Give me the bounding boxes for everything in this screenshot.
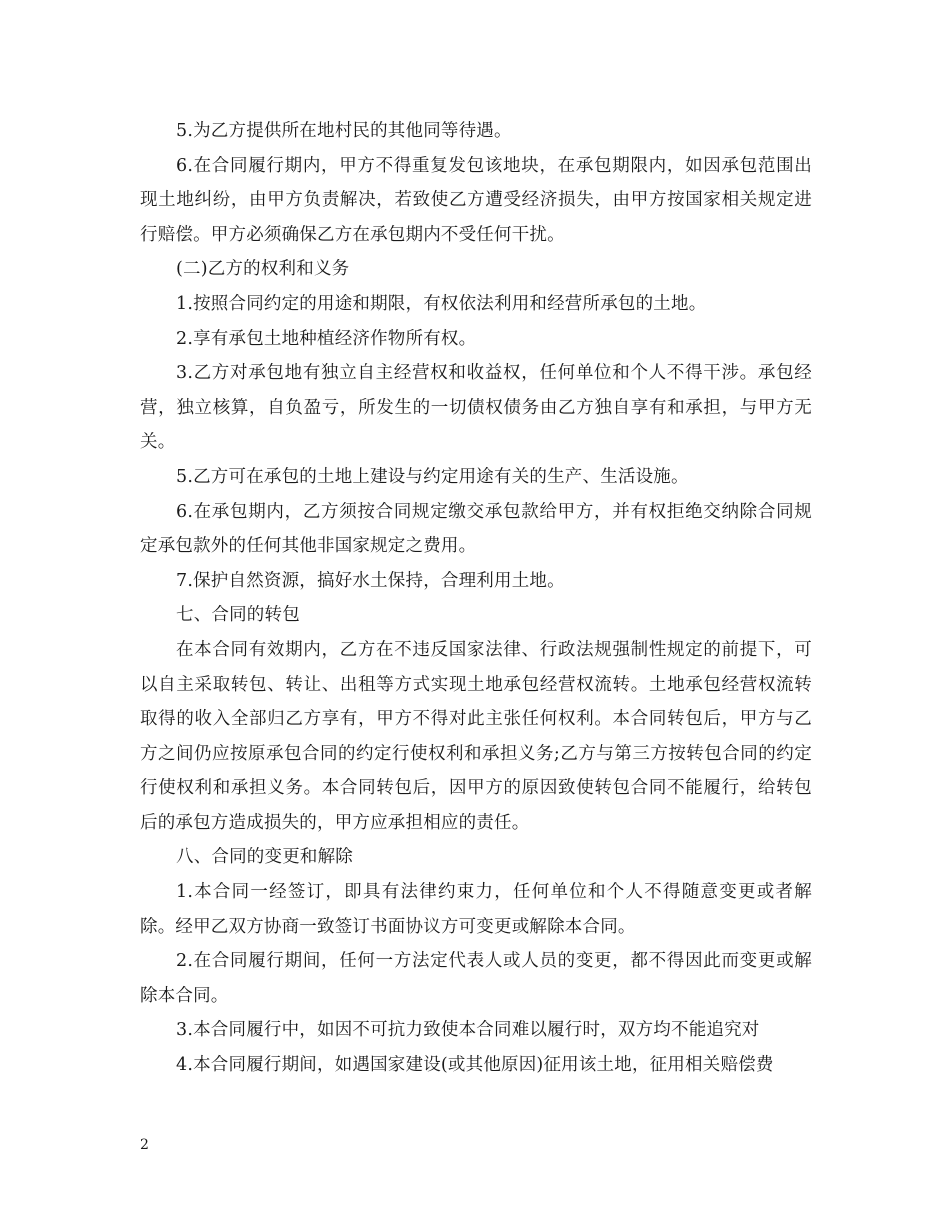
paragraph-b1-use-rights: 1.按照合同约定的用途和期限，有权依法利用和经营所承包的土地。	[176, 293, 707, 314]
paragraph-b5-facilities: 5.乙方可在承包的土地上建设与约定用途有关的生产、生活设施。	[176, 466, 689, 487]
paragraph-c3-force-majeure: 3.本合同履行中，如因不可抗力致使本合同难以履行时，双方均不能追究对	[176, 1020, 760, 1041]
page-number: 2	[140, 1137, 149, 1153]
section-heading-party-b-rights: (二)乙方的权利和义务	[176, 259, 350, 280]
paragraph-5-equal-treatment: 5.为乙方提供所在地村民的其他同等待遇。	[176, 121, 512, 141]
section-heading-change-termination: 八、合同的变更和解除	[176, 847, 353, 868]
paragraph-b3-independent-operation: 3.乙方对承包地有独立自主经营权和收益权，任何单位和个人不得干涉。承包经营，独立核算，自负盈亏，所发生的一切债权债务由乙方独自享有和承担，与甲方无关。	[140, 363, 812, 453]
paragraph-b2-crop-ownership: 2.享有承包土地种植经济作物所有权。	[176, 328, 477, 349]
paragraph-c2-personnel-change: 2.在合同履行期间，任何一方法定代表人或人员的变更，都不得因此而变更或解除本合同。	[140, 951, 812, 1006]
section-heading-subcontracting: 七、合同的转包	[176, 605, 300, 626]
paragraph-b6-payment: 6.在承包期内，乙方须按合同规定缴交承包款给甲方，并有权拒绝交纳除合同规定承包款外的任何其他非国家规定之费用。	[140, 501, 812, 557]
document-body	[140, 114, 812, 1083]
paragraph-b7-resources: 7.保护自然资源，搞好水土保持，合理利用土地。	[176, 570, 565, 591]
paragraph-subcontracting: 在本合同有效期内，乙方在不违反国家法律、行政法规强制性规定的前提下，可以自主采取转包、转让、出租等方式实现土地承包经营权流转。土地承包经营权流转取得的收入全部归乙方享有，甲方不得对此主张任何权利。本合同转包后，甲方与乙方之间仍应按原承包合同的约定行使权利和承担义务;乙方与第三方按转包合同的约定行使权利和承担义务。本合同转包后，因甲方的原因致使转包合同不能履行，给转包后的承包方造成损失的，甲方应承担相应的责任。	[140, 639, 812, 833]
paragraph-6-no-repeat-contracting: 6.在合同履行期内，甲方不得重复发包该地块，在承包期限内，如因承包范围出现土地纠纷，由甲方负责解决，若致使乙方遭受经济损失，由甲方按国家相关规定进行赔偿。甲方必须确保乙方在承包期内不受任何干扰。	[140, 155, 812, 245]
paragraph-c4-expropriation: 4.本合同履行期间，如遇国家建设(或其他原因)征用该土地，征用相关赔偿费	[176, 1055, 774, 1076]
paragraph-c1-binding: 1.本合同一经签订，即具有法律约束力，任何单位和个人不得随意变更或者解除。经甲乙双方协商一致签订书面协议方可变更或解除本合同。	[140, 882, 812, 937]
